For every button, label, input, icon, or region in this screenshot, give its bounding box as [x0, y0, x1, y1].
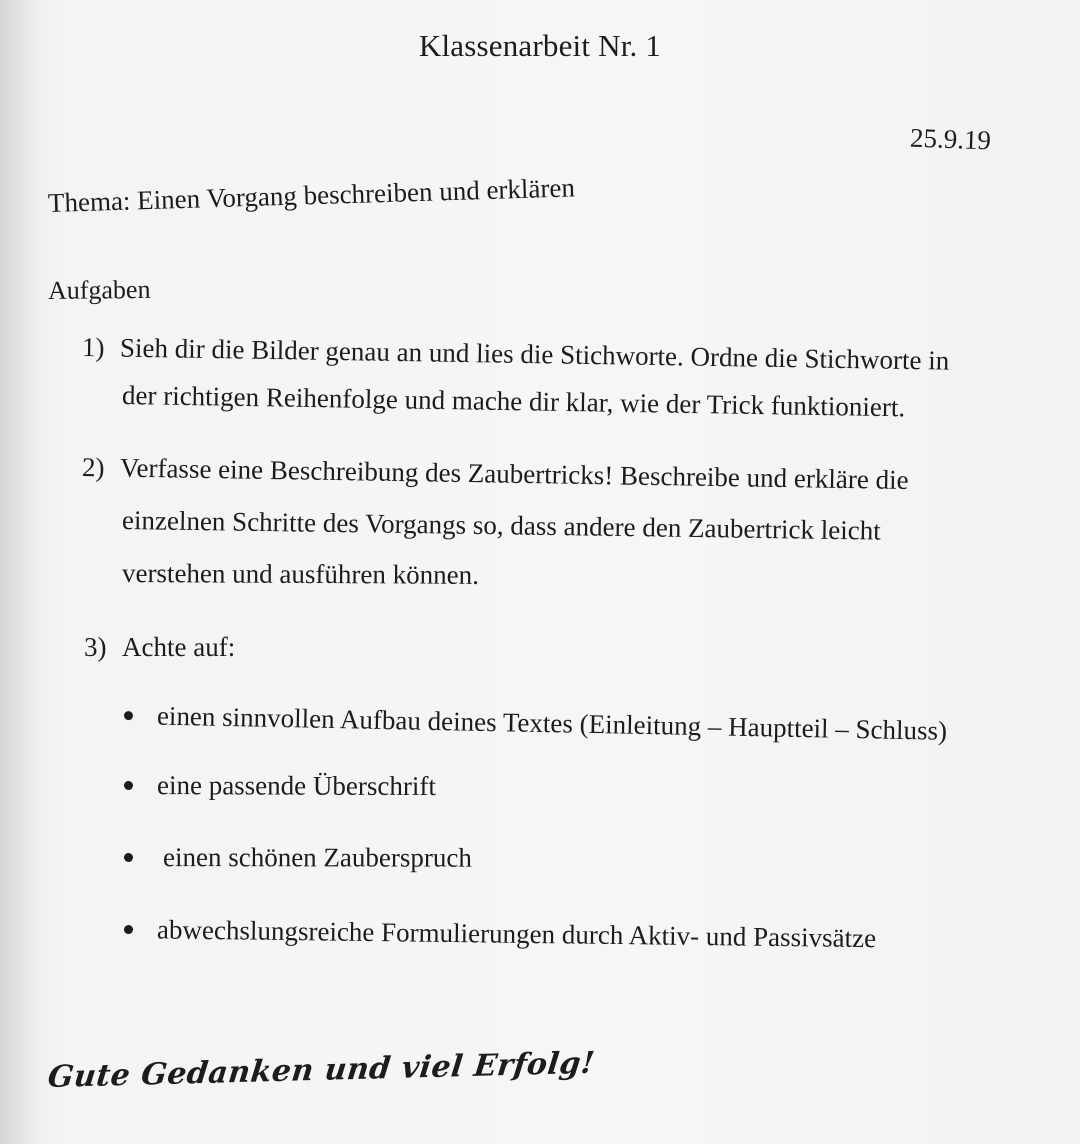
- task-2-line-2: einzelnen Schritte des Vorgangs so, dass andere den Zaubertrick leicht: [121, 505, 881, 546]
- task-3-line-1: [84, 632, 235, 663]
- task-1-line-1: [82, 332, 950, 377]
- task-1-number: 1): [81, 332, 105, 363]
- page-title: Klassenarbeit Nr. 1: [418, 28, 662, 63]
- task-3-number: 3): [84, 632, 107, 662]
- task-2-line-3: verstehen und ausführen können.: [121, 558, 479, 590]
- bullet-dot-icon: [124, 711, 133, 720]
- exam-date: 25.9.19: [909, 122, 992, 156]
- task-1-line-2: der richtigen Reihenfolge und mache dir klar, wie der Trick funktioniert.: [121, 380, 906, 423]
- task-2-text-line-1: Verfasse eine Beschreibung des Zaubertricks! Beschreibe und erkläre die: [119, 452, 909, 495]
- checklist-item-text: eine passende Überschrift: [156, 770, 436, 802]
- checklist-item: [124, 842, 472, 874]
- task-1-text-line-1: Sieh dir die Bilder genau an und lies die Stichworte. Ordne die Stichworte in: [119, 332, 950, 376]
- checklist-item-text: einen sinnvollen Aufbau deines Textes (Einleitung – Hauptteil – Schluss): [156, 700, 948, 746]
- checklist-item: [124, 770, 436, 802]
- paper-edge-shadow: [0, 0, 34, 1144]
- checklist-item: [124, 700, 948, 747]
- task-2-number: 2): [81, 452, 105, 483]
- checklist-item-text: einen schönen Zauberspruch: [162, 842, 472, 873]
- checklist-item-text: abwechslungsreiche Formulierungen durch Aktiv- und Passivsätze: [156, 914, 877, 954]
- task-3-text-line-1: Achte auf:: [122, 632, 236, 662]
- topic-line: Thema: Einen Vorgang beschreiben und erklären: [47, 172, 576, 218]
- tasks-heading: Aufgaben: [47, 274, 151, 305]
- bullet-dot-icon: [124, 853, 133, 862]
- bullet-dot-icon: [124, 781, 133, 790]
- closing-wish: Gute Gedanken und viel Erfolg!: [45, 1045, 597, 1096]
- checklist-item: [124, 914, 876, 954]
- bullet-dot-icon: [124, 925, 133, 934]
- task-2-line-1: [82, 452, 909, 496]
